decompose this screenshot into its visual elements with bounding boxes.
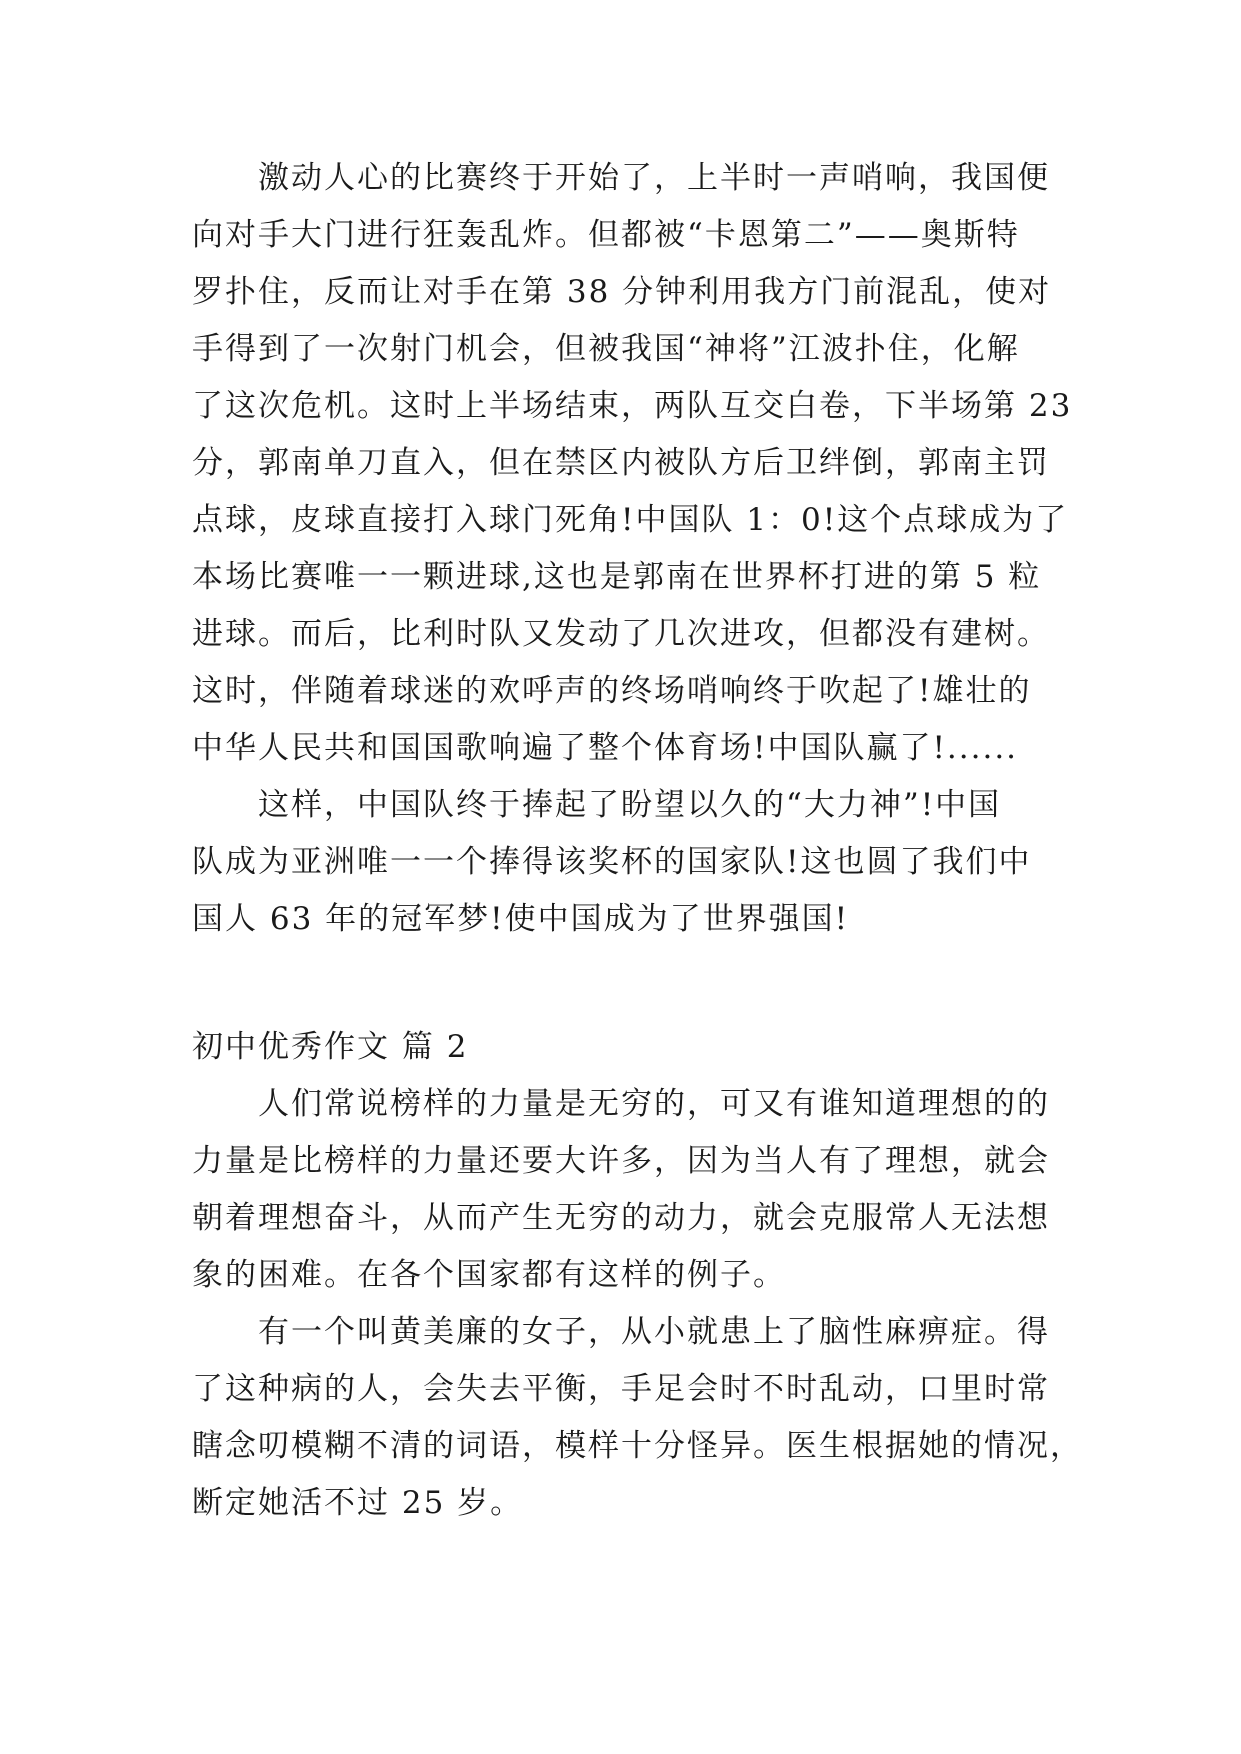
paragraph-line: 人们常说榜样的力量是无穷的，可又有谁知道理想的的 bbox=[258, 1086, 1050, 1122]
paragraph-line: 了这种病的人，会失去平衡，手足会时不时乱动，口里时常 bbox=[192, 1371, 1050, 1407]
paragraph-line: 瞎念叨模糊不清的词语，模样十分怪异。医生根据她的情况， bbox=[192, 1428, 1083, 1464]
paragraph-line: 断定她活不过 25 岁。 bbox=[192, 1485, 524, 1521]
paragraph-line: 队成为亚洲唯一一个捧得该奖杯的国家队!这也圆了我们中 bbox=[192, 844, 1032, 880]
paragraph-line: 这时，伴随着球迷的欢呼声的终场哨响终于吹起了!雄壮的 bbox=[192, 673, 1032, 709]
paragraph-line: 了这次危机。这时上半场结束，两队互交白卷，下半场第 23 bbox=[192, 388, 1073, 424]
paragraph-line: 本场比赛唯一一颗进球,这也是郭南在世界杯打进的第 5 粒 bbox=[192, 559, 1042, 595]
paragraph-line: 这样，中国队终于捧起了盼望以久的“大力神”!中国 bbox=[258, 787, 1002, 823]
paragraph-line: 激动人心的比赛终于开始了，上半时一声哨响，我国便 bbox=[258, 160, 1050, 196]
paragraph-line: 象的困难。在各个国家都有这样的例子。 bbox=[192, 1257, 786, 1293]
paragraph-line: 分，郭南单刀直入，但在禁区内被队方后卫绊倒，郭南主罚 bbox=[192, 445, 1050, 481]
paragraph-line: 朝着理想奋斗，从而产生无穷的动力，就会克服常人无法想 bbox=[192, 1200, 1050, 1236]
paragraph-line: 国人 63 年的冠军梦!使中国成为了世界强国! bbox=[192, 901, 850, 937]
paragraph-line: 力量是比榜样的力量还要大许多，因为当人有了理想，就会 bbox=[192, 1143, 1050, 1179]
paragraph-line: 中华人民共和国国歌响遍了整个体育场!中国队赢了!...... bbox=[192, 730, 1019, 766]
section-heading: 初中优秀作文 篇 2 bbox=[192, 1029, 469, 1065]
paragraph-line: 向对手大门进行狂轰乱炸。但都被“卡恩第二”——奥斯特 bbox=[192, 217, 1020, 253]
paragraph-line: 点球，皮球直接打入球门死角!中国队 1：0!这个点球成为了 bbox=[192, 502, 1069, 538]
paragraph-line: 罗扑住，反而让对手在第 38 分钟利用我方门前混乱，使对 bbox=[192, 274, 1052, 310]
paragraph-line: 手得到了一次射门机会，但被我国“神将”江波扑住，化解 bbox=[192, 331, 1020, 367]
paragraph-line: 进球。而后，比利时队又发动了几次进攻，但都没有建树。 bbox=[192, 616, 1050, 652]
paragraph-line: 有一个叫黄美廉的女子，从小就患上了脑性麻痹症。得 bbox=[258, 1314, 1050, 1350]
